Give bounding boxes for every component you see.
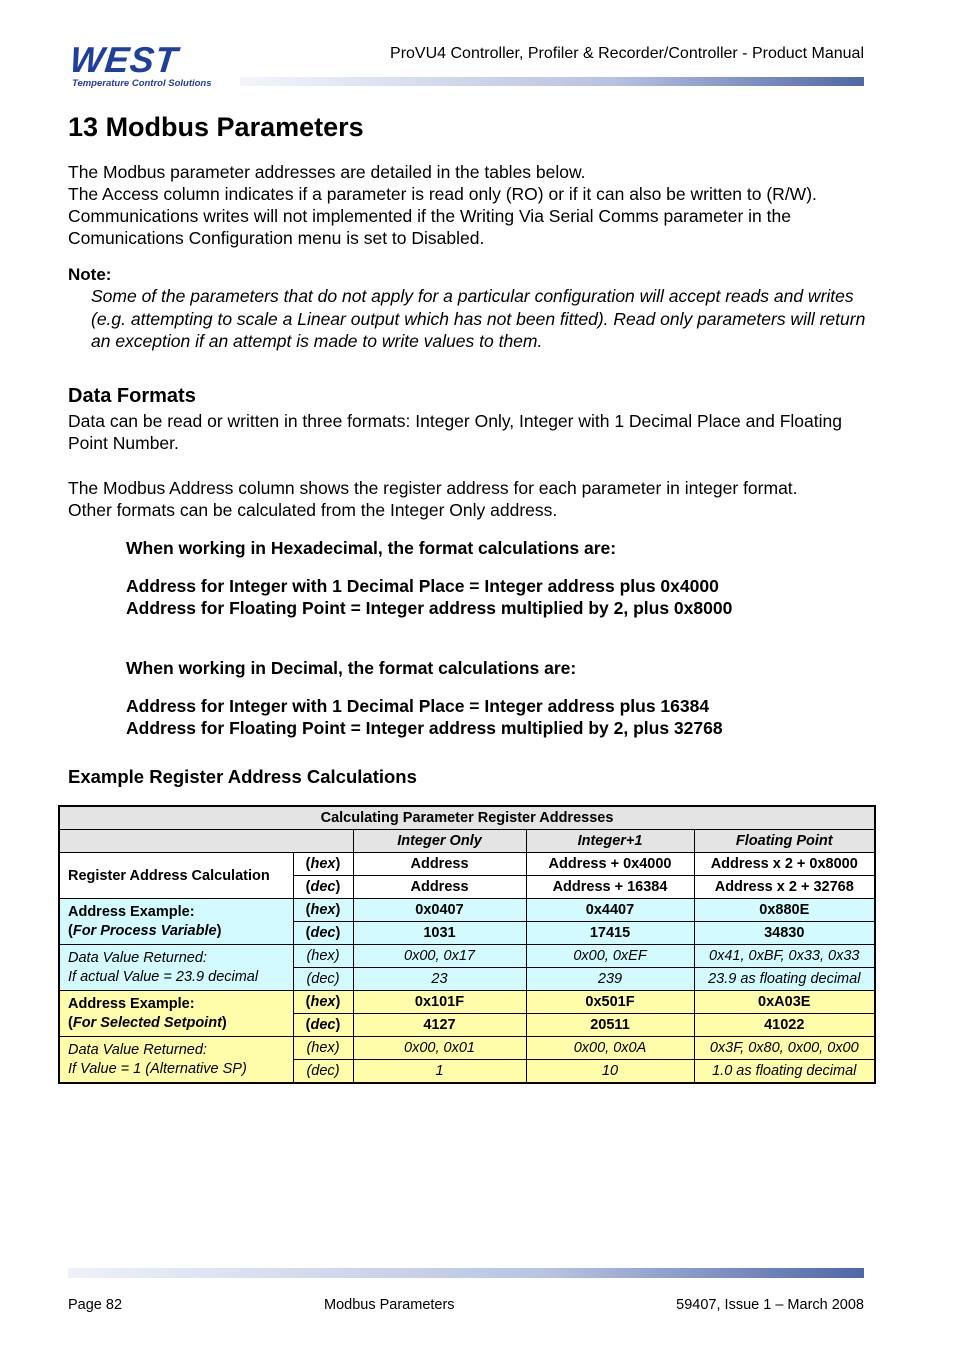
- calc-row-label: Register Address Calculation: [59, 853, 293, 899]
- calc-hex-row: [59, 853, 875, 876]
- hex-tag: (hex): [293, 1037, 353, 1060]
- table-cell: 0x00, 0x17: [353, 945, 526, 968]
- data-formats-heading: Data Formats: [68, 385, 196, 407]
- table-cell: 1: [353, 1060, 526, 1084]
- dec-tag: (dec): [293, 876, 353, 899]
- table-header-row: [59, 830, 875, 853]
- hex-intro: When working in Hexadecimal, the format calculations are:: [126, 538, 617, 558]
- dec-formula-1: Address for Integer with 1 Decimal Place = Integer address plus 16384: [126, 696, 710, 716]
- pv-return-label: Data Value Returned: If actual Value = 23.9 decimal: [59, 945, 293, 991]
- table-cell: 4127: [353, 1014, 526, 1037]
- hex-formula-1: Address for Integer with 1 Decimal Place = Integer address plus 0x4000: [126, 576, 719, 596]
- dec-formula-2: Address for Floating Point = Integer address multiplied by 2, plus 32768: [126, 718, 723, 738]
- table-cell: 0x00, 0xEF: [526, 945, 694, 968]
- example-heading: Example Register Address Calculations: [68, 766, 417, 787]
- dec-tag: (dec): [293, 968, 353, 991]
- sp-return-label: Data Value Returned: If Value = 1 (Alternative SP): [59, 1037, 293, 1084]
- dec-tag: (dec): [293, 1060, 353, 1084]
- hex-tag: (hex): [293, 853, 353, 876]
- pv-hex-row: [59, 899, 875, 922]
- section-number: 13: [68, 112, 99, 142]
- table-cell: 0xA03E: [694, 991, 875, 1014]
- footer-rule: [68, 1268, 864, 1278]
- col-header-integer-plus-1: Integer+1: [526, 830, 694, 853]
- logo-tagline: Temperature Control Solutions: [72, 78, 212, 89]
- dec-tag: (dec): [293, 1014, 353, 1037]
- pv-address-label: Address Example: (For Process Variable): [59, 899, 293, 945]
- table-cell: 1031: [353, 922, 526, 945]
- table-cell: 239: [526, 968, 694, 991]
- data-formats-paragraph-1: Data can be read or written in three formats: Integer Only, Integer with 1 Decimal Place and Floating Point Number.: [68, 411, 842, 453]
- header-blank-cell: [59, 830, 353, 853]
- page-number: Page 82: [68, 1297, 123, 1313]
- table-cell: 0x4407: [526, 899, 694, 922]
- table-cell: 20511: [526, 1014, 694, 1037]
- sp-address-label: Address Example: (For Selected Setpoint): [59, 991, 293, 1037]
- intro-line-2: The Access column indicates if a parameter is read only (RO) or if it can also be written to (R/W). Communications writes will not implemented if the Writing Via Serial Comms parameter in the Comunications Configuration menu is set to Disabled.: [68, 184, 817, 248]
- table-cell: 0x880E: [694, 899, 875, 922]
- table-cell: Address: [353, 876, 526, 899]
- dec-tag: (dec): [293, 922, 353, 945]
- table-cell: Address x 2 + 32768: [694, 876, 875, 899]
- table-cell: Address: [353, 853, 526, 876]
- hex-tag: (hex): [293, 899, 353, 922]
- table-cell: 23.9 as floating decimal: [694, 968, 875, 991]
- table-cell: 0x41, 0xBF, 0x33, 0x33: [694, 945, 875, 968]
- pv-return-hex-row: [59, 945, 875, 968]
- note-text: Some of the parameters that do not apply for a particular configuration will accept reads and writes (e.g. attempting to scale a Linear output which has not been fitted). Read only parameters will return an exception if an attempt is made to write values to them.: [91, 286, 866, 351]
- table-title-row: [59, 806, 875, 830]
- table-cell: 0x501F: [526, 991, 694, 1014]
- dec-intro: When working in Decimal, the format calculations are:: [126, 658, 577, 678]
- note-label: Note:: [68, 265, 112, 284]
- sp-return-hex-row: [59, 1037, 875, 1060]
- logo-wordmark: WEST: [67, 39, 181, 80]
- manual-title: ProVU4 Controller, Profiler & Recorder/Controller - Product Manual: [390, 45, 864, 62]
- intro-line-1: The Modbus parameter addresses are detailed in the tables below.: [68, 162, 586, 182]
- hex-tag: (hex): [293, 991, 353, 1014]
- footer-section: Modbus Parameters: [324, 1297, 455, 1313]
- register-address-table: [58, 805, 876, 1084]
- col-header-integer-only: Integer Only: [353, 830, 526, 853]
- table-cell: 34830: [694, 922, 875, 945]
- table-title: Calculating Parameter Register Addresses: [59, 806, 875, 830]
- table-cell: 23: [353, 968, 526, 991]
- table-cell: Address + 16384: [526, 876, 694, 899]
- section-title: Modbus Parameters: [105, 112, 364, 142]
- west-logo: [67, 39, 225, 92]
- table-cell: 10: [526, 1060, 694, 1084]
- table-cell: 1.0 as floating decimal: [694, 1060, 875, 1084]
- header-rule: [240, 77, 864, 86]
- table-cell: 0x101F: [353, 991, 526, 1014]
- table-cell: 0x00, 0x01: [353, 1037, 526, 1060]
- hex-formula-2: Address for Floating Point = Integer address multiplied by 2, plus 0x8000: [126, 598, 733, 618]
- table-cell: Address x 2 + 0x8000: [694, 853, 875, 876]
- table-cell: 0x00, 0x0A: [526, 1037, 694, 1060]
- data-formats-paragraph-2: The Modbus Address column shows the register address for each parameter in integer format. Other formats can be calculated from the Integer Only address.: [68, 478, 798, 520]
- table-cell: 0x0407: [353, 899, 526, 922]
- table-cell: Address + 0x4000: [526, 853, 694, 876]
- footer-doc-ref: 59407, Issue 1 – March 2008: [676, 1297, 864, 1313]
- page-title: [68, 112, 364, 143]
- table-cell: 0x3F, 0x80, 0x00, 0x00: [694, 1037, 875, 1060]
- table-cell: 41022: [694, 1014, 875, 1037]
- col-header-floating-point: Floating Point: [694, 830, 875, 853]
- table-cell: 17415: [526, 922, 694, 945]
- sp-hex-row: [59, 991, 875, 1014]
- hex-tag: (hex): [293, 945, 353, 968]
